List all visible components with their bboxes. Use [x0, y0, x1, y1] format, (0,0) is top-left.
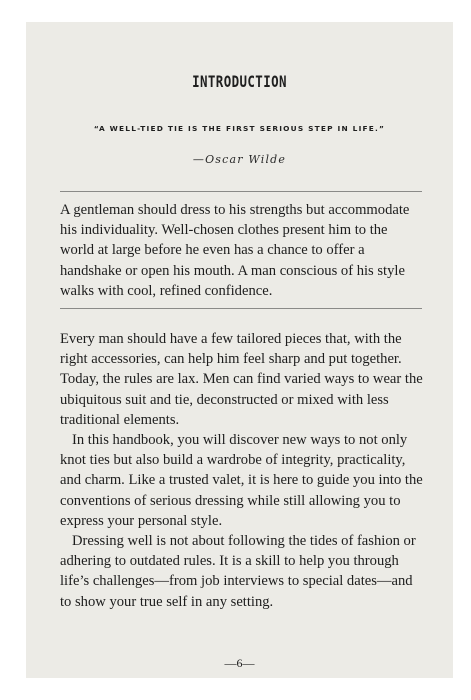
- epigraph-quote: “A WELL-TIED TIE IS THE FIRST SERIOUS STEP IN LIFE.”: [93, 124, 386, 133]
- paragraph-1: Every man should have a few tailored pieces that, with the right accessories, can help him feel sharp and put together. Today, the rules are lax. Men can find varied ways to wear the ubiquitous suit and tie, deconstructed or mixed with less traditional elements.: [60, 331, 423, 428]
- pullquote: A gentleman should dress to his strengths but accommodate his individuality. Well-chosen clothes present him to the world at large before he even has a chance to offer a handshake or open his mouth. A man conscious of his style walks with cool, refined confidence.: [60, 202, 410, 299]
- paragraph-2: In this handbook, you will discover new ways to not only knot ties but also build a wardrobe of integrity, practicality, and charm. Like a trusted valet, it is here to guide you into the conventions of serious dressing while still allowing you to express your personal style.: [60, 432, 423, 529]
- page-number: —6—: [224, 656, 255, 670]
- body-text: [60, 329, 425, 612]
- divider-top: [60, 191, 422, 192]
- book-page: [26, 22, 453, 678]
- paragraph-3: Dressing well is not about following the tides of fashion or adhering to outdated rules. It is a skill to help you through life’s challenges—from job interviews to special dates—and to show your true self in any setting.: [60, 533, 416, 610]
- chapter-heading: INTRODUCTION: [192, 72, 287, 91]
- epigraph-attribution: —Oscar Wilde: [192, 153, 287, 166]
- divider-bottom: [60, 308, 422, 309]
